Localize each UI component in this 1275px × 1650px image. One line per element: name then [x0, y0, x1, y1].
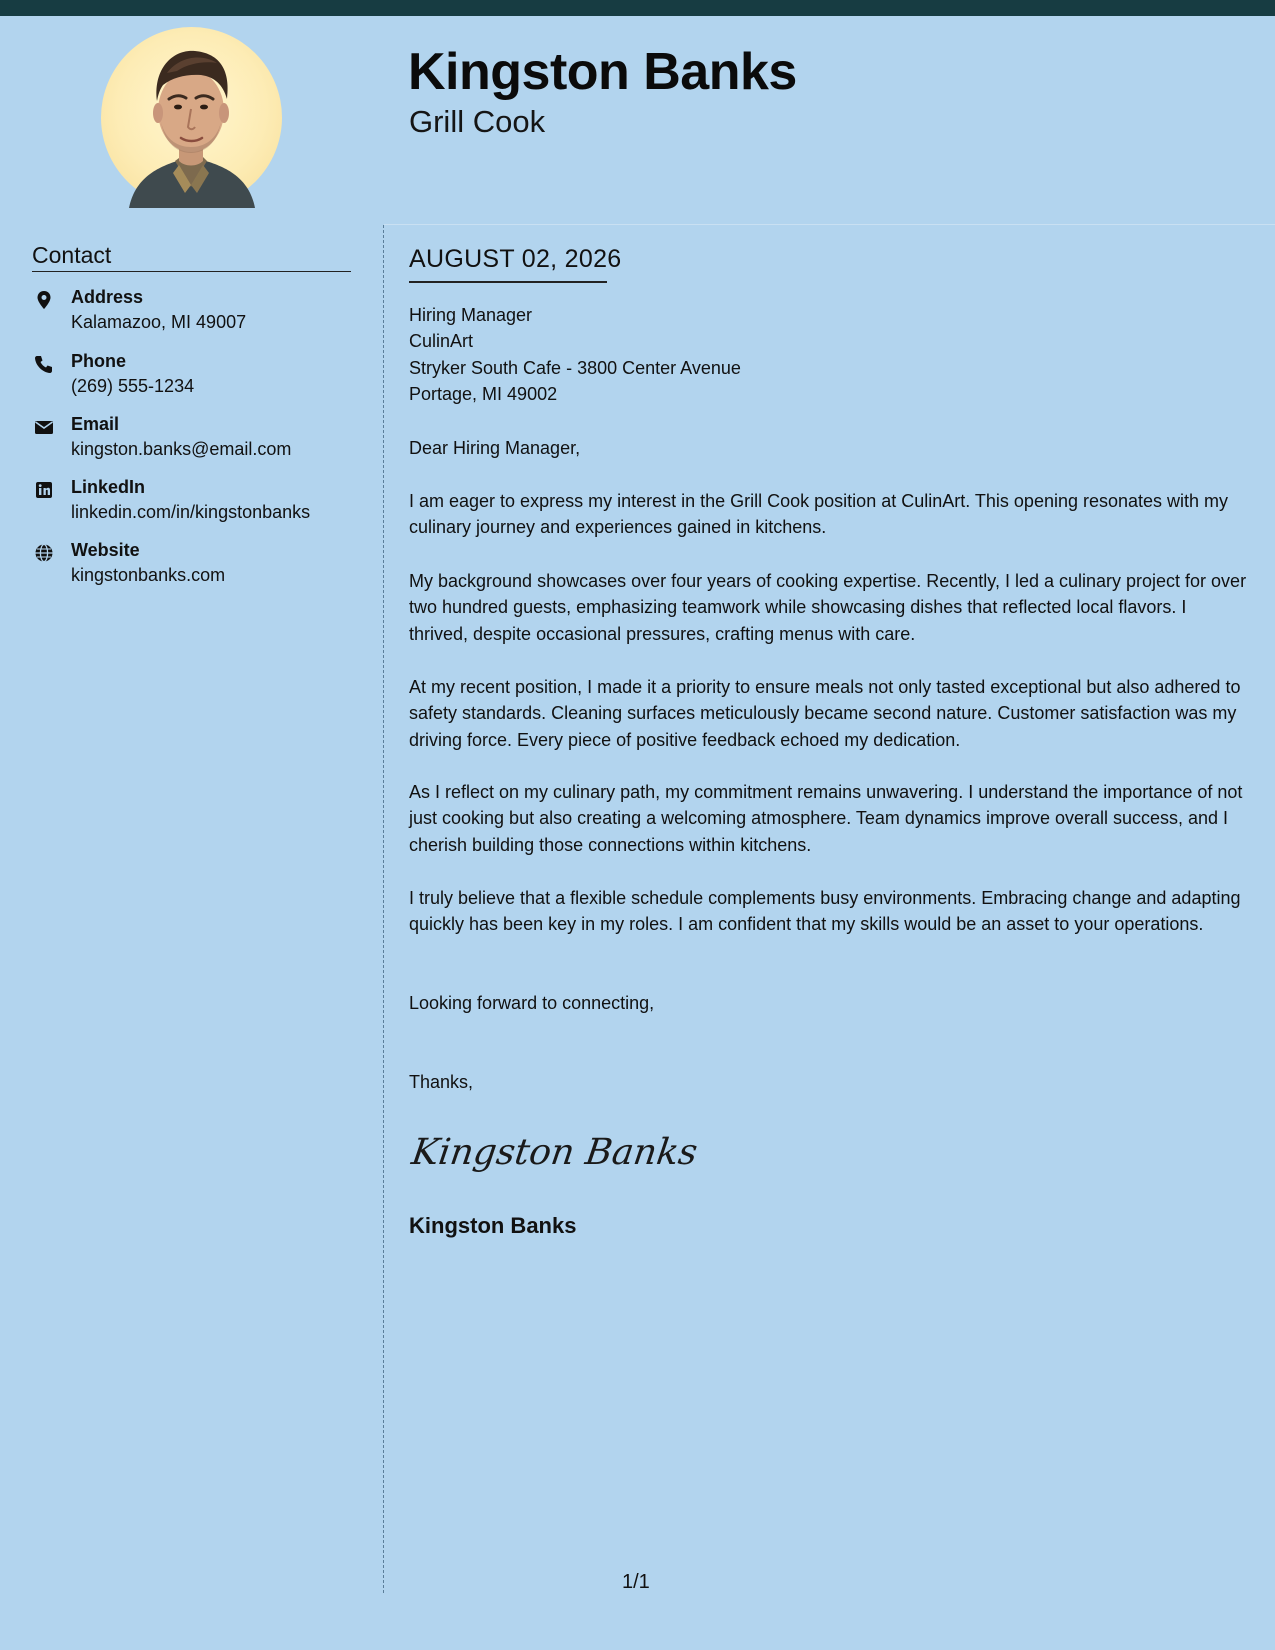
recipient-block: [409, 302, 1249, 407]
recipient-line: Portage, MI 49002: [409, 383, 558, 404]
contact-email: [32, 414, 372, 464]
handwritten-signature: [409, 1124, 701, 1180]
contact-linkedin: [32, 477, 372, 527]
column-divider: [383, 225, 384, 1593]
contact-value: kingston.banks@email.com: [71, 439, 292, 459]
contact-value: kingstonbanks.com: [71, 565, 226, 585]
top-accent-bar: [0, 0, 1275, 16]
body-paragraph: I truly believe that a flexible schedule complements busy environments. Embracing change and adapting quickly has been key in my roles. I am confident that my skills would be an asset to your operations.: [409, 888, 1241, 935]
profile-photo: [101, 27, 282, 208]
job-title: Grill Cook: [409, 104, 546, 139]
contact-value: (269) 555-1234: [71, 376, 195, 396]
signature-text: Kingston Banks: [409, 1130, 701, 1173]
letter-date: AUGUST 02, 2026: [409, 245, 622, 273]
body-paragraph: As I reflect on my culinary path, my commitment remains unwavering. I understand the importance of not just cooking but also creating a welcoming atmosphere. Team dynamics improve overall success, and I cherish building those connections within kitchens.: [409, 782, 1243, 855]
contact-value: Kalamazoo, MI 49007: [71, 312, 247, 332]
contact-heading-rule: [32, 271, 351, 272]
salutation: Dear Hiring Manager,: [409, 438, 581, 458]
recipient-line: Stryker South Cafe - 3800 Center Avenue: [409, 357, 741, 378]
signed-name: Kingston Banks: [409, 1213, 577, 1238]
body-paragraph: My background showcases over four years of cooking expertise. Recently, I led a culinary project for over two hundred guests, emphasizing teamwork while showcasing dishes that reflected local flavors. I thrived, despite occasional pressures, crafting menus with care.: [409, 571, 1247, 644]
recipient-line: Hiring Manager: [409, 305, 533, 325]
contact-label: Phone: [71, 351, 127, 371]
body-paragraph: At my recent position, I made it a priority to ensure meals not only tasted exceptional but also adhered to safety standards. Cleaning surfaces meticulously became second nature. Customer satisfaction was my driving force. Every piece of positive feedback echoed my dedication.: [409, 677, 1241, 750]
contact-address: [32, 287, 372, 337]
contact-heading: Contact: [32, 242, 112, 268]
phone-icon: [34, 354, 54, 374]
contact-label: Website: [71, 540, 140, 560]
contact-label: LinkedIn: [71, 477, 146, 497]
contact-label: Email: [71, 414, 120, 434]
contact-phone: [32, 351, 372, 401]
recipient-line: CulinArt: [409, 331, 474, 352]
envelope-icon: [34, 417, 54, 437]
date-underline: [409, 281, 607, 283]
contact-value: linkedin.com/in/kingstonbanks: [71, 502, 311, 522]
contact-website: [32, 540, 372, 590]
applicant-name: Kingston Banks: [408, 43, 797, 101]
person-portrait-icon: [101, 27, 282, 208]
page-number: 1/1: [622, 1571, 650, 1593]
closing-line: Looking forward to connecting,: [409, 993, 655, 1013]
globe-icon: [34, 543, 54, 563]
header-divider: [384, 224, 1275, 225]
body-paragraph: I am eager to express my interest in the Grill Cook position at CulinArt. This opening resonates with my culinary journey and experiences gained in kitchens.: [409, 491, 1229, 538]
linkedin-icon: [34, 480, 54, 500]
thanks-line: Thanks,: [409, 1072, 474, 1092]
contact-label: Address: [71, 287, 144, 307]
location-pin-icon: [34, 290, 54, 310]
